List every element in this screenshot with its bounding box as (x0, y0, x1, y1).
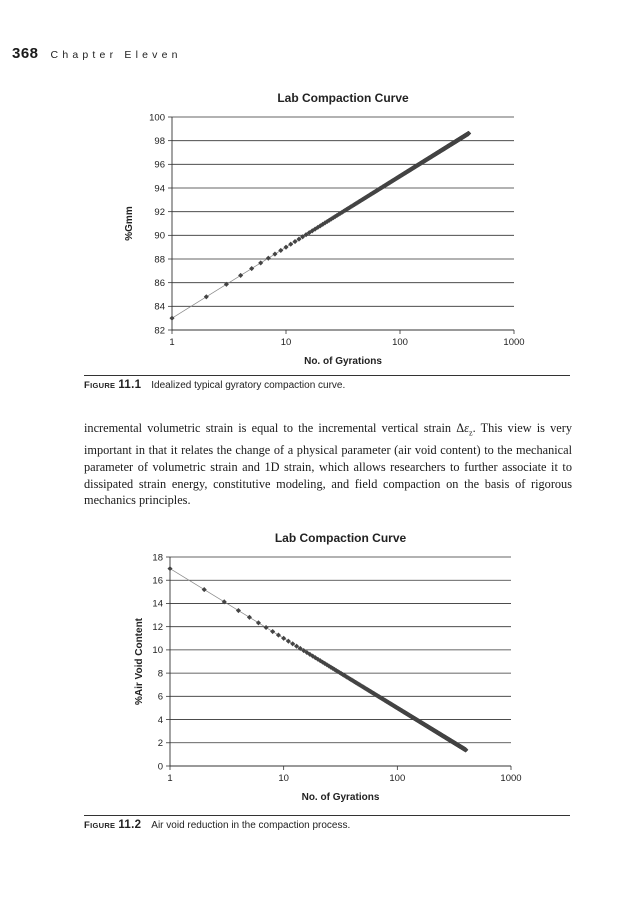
x-axis-label: No. of Gyrations (301, 792, 380, 803)
body-paragraph (84, 420, 572, 509)
x-tick-label: 10 (280, 337, 292, 348)
epsilon-subscript: z (469, 428, 473, 438)
y-tick-label: 4 (157, 714, 163, 726)
y-tick-label: 18 (152, 552, 163, 564)
y-tick-label: 6 (157, 691, 163, 703)
data-point (286, 639, 291, 644)
data-point (264, 625, 269, 630)
data-point (169, 316, 174, 321)
y-tick-label: 100 (149, 112, 165, 124)
chart-title: Lab Compaction Curve (277, 91, 409, 105)
chapter-title: Chapter Eleven (50, 49, 182, 61)
figure-label-rest: IGURE (90, 821, 116, 830)
y-tick-label: 84 (154, 301, 165, 313)
data-point (292, 239, 297, 244)
data-point (272, 252, 277, 257)
y-tick-label: 14 (152, 598, 163, 610)
chart-gmm (0, 90, 621, 370)
y-tick-label: 16 (152, 575, 163, 587)
body-text-part-2: . This view is very important in that it relates the change of a physical parameter (air void content) to the mechanical parameter of volumetric strain and 1D strain, which allows researchers to further associate it to dissipated strain energy, constitutive modeling, and field compaction on the basis of rigorous mechanics principles. (84, 421, 573, 508)
x-tick-label: 100 (389, 773, 406, 784)
page-number: 368 (12, 45, 39, 62)
body-text-part-1: incremental volumetric strain is equal to the incremental vertical strain Δ (84, 421, 465, 435)
figure-caption-text: Idealized typical gyratory compaction curve. (151, 380, 346, 391)
y-tick-label: 88 (154, 254, 165, 266)
figure-label-rest: IGURE (90, 381, 116, 390)
page-header (12, 45, 182, 69)
data-point (204, 294, 209, 299)
data-point (288, 242, 293, 247)
figure-caption-11-1 (84, 375, 570, 391)
y-tick-label: 12 (152, 621, 163, 633)
chart-gmm-svg (0, 90, 621, 370)
y-tick-label: 86 (154, 277, 165, 289)
x-tick-label: 1000 (503, 337, 525, 348)
data-point (236, 608, 241, 613)
x-tick-label: 1 (167, 773, 173, 784)
y-tick-label: 8 (157, 668, 163, 680)
data-point (256, 620, 261, 625)
y-tick-label: 96 (154, 159, 165, 171)
data-point (249, 266, 254, 271)
chart-title: Lab Compaction Curve (274, 531, 407, 545)
y-tick-label: 10 (152, 645, 163, 657)
epsilon-symbol: ε (464, 421, 469, 435)
data-point (167, 566, 172, 571)
data-point (283, 245, 288, 250)
figure-caption-text: Air void reduction in the compaction process. (151, 820, 351, 831)
figure-number: 11.2 (118, 819, 142, 831)
data-point (238, 273, 243, 278)
chart-air-void (0, 530, 621, 810)
data-point (276, 633, 281, 638)
x-tick-label: 10 (278, 773, 289, 784)
figure-caption-11-2 (84, 815, 570, 831)
y-axis-label: %Gmm (124, 206, 135, 241)
figure-label (84, 380, 141, 391)
data-point (247, 615, 252, 620)
data-point (270, 629, 275, 634)
y-tick-label: 90 (154, 230, 165, 242)
data-point (278, 248, 283, 253)
chart-air-void-svg (0, 530, 621, 810)
y-tick-label: 92 (154, 206, 165, 218)
figure-number: 11.1 (118, 379, 142, 391)
figure-label (84, 820, 141, 831)
x-axis-label: No. of Gyrations (304, 356, 382, 367)
y-tick-label: 2 (157, 738, 163, 750)
x-tick-label: 1000 (500, 773, 522, 784)
y-tick-label: 0 (157, 761, 163, 773)
y-tick-label: 98 (154, 135, 165, 147)
figure-label-initial: F (84, 820, 91, 831)
figure-label-initial: F (84, 380, 91, 391)
data-point (258, 260, 263, 265)
y-axis-label: %Air Void Content (134, 617, 145, 706)
data-point (266, 256, 271, 261)
data-point (290, 641, 295, 646)
x-tick-label: 1 (169, 337, 175, 348)
data-point (202, 587, 207, 592)
y-tick-label: 82 (154, 325, 165, 337)
y-tick-label: 94 (154, 183, 165, 195)
x-tick-label: 100 (392, 337, 408, 348)
data-point (281, 636, 286, 641)
